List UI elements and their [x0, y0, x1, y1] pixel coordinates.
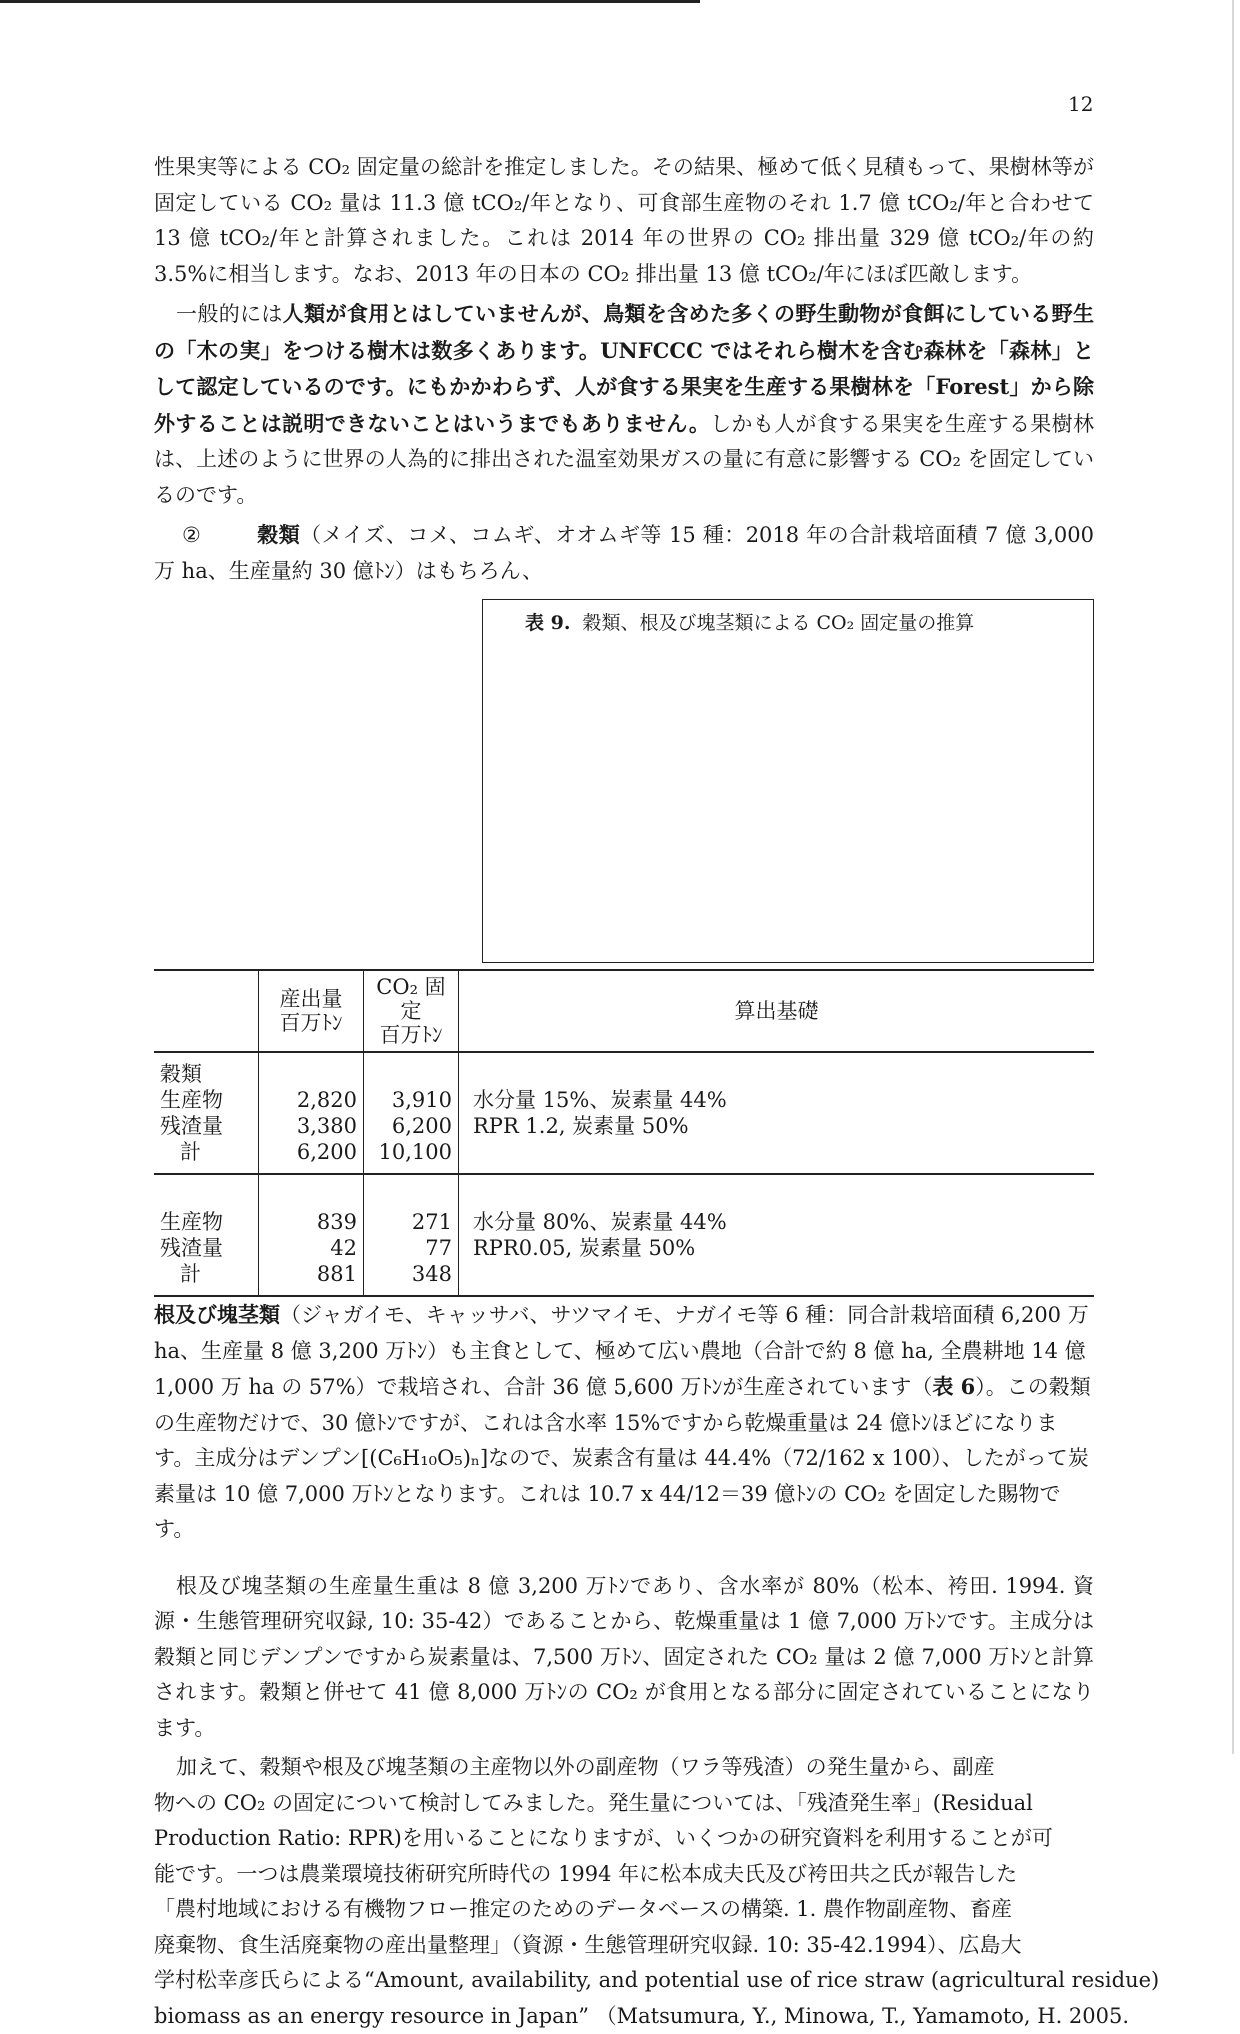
- paragraph-5-line-7: 学村松幸彦氏らによる“Amount, availability, and potential use of rice straw (agricultural residue): [154, 1963, 1094, 1999]
- row-labels: 生産物 残渣量 計: [154, 1174, 259, 1296]
- header-co2: CO₂ 固 定 百万ﾄﾝ: [364, 970, 459, 1052]
- header-output: 産出量 百万ﾄﾝ: [259, 970, 364, 1052]
- row-labels: 穀類 生産物 残渣量 計: [154, 1052, 259, 1174]
- section-number: ②: [182, 523, 201, 547]
- paragraph-3-text-b: （ジャガイモ、キャッサバ、サツマイモ、ナガイモ等 6 種：同合計栽培面積 6,200 万 ha、生産量 8 億 3,200 万ﾄﾝ）も主食として、極めて広い農地（合計で約 8 億 ha, 全農耕地 14 億 1,000 万 ha の 57%）で栽培され、合計 36 億 5,600 万ﾄﾝが生産されています（: [154, 1303, 1089, 1399]
- basis-values: 水分量 80%、炭素量 44% RPR0.05, 炭素量 50%: [459, 1174, 1095, 1296]
- paragraph-3-bold-cereals: 穀類: [257, 522, 300, 547]
- cereal-section: [154, 517, 1094, 1548]
- paragraph-5-line-8: biomass as an energy resource in Japan” （Matsumura, Y., Minowa, T., Yamamoto, H. 2005.: [154, 1999, 1094, 2034]
- header-basis: 算出基礎: [459, 970, 1095, 1052]
- table-9: [482, 599, 1094, 963]
- paragraph-2-text-a: 一般的には: [176, 302, 283, 326]
- co2-values: 3,910 6,200 10,100: [364, 1052, 459, 1174]
- paragraph-5-line-3: Production Ratio: RPR)を用いることになりますが、いくつかの研究資料を利用することが可: [154, 1821, 1094, 1857]
- paragraph-3-text-c: ）。この穀類の生産物だけで、30 億ﾄﾝですが、これは含水率 15%ですから乾燥重量は 24 億ﾄﾝほどになります。主成分はデンプン[(C₆H₁₀O₅)ₙ]なので、炭素含有量は 44.4%（72/162 x 100）、したがって炭素量は 10 億 7,000 万ﾄﾝとなります。これは 10.7 x 44/12＝39 億ﾄﾝの CO₂ を固定した賜物です。: [154, 1375, 1091, 1541]
- paragraph-5-line-5: 「農村地域における有機物フロー推定のためのデータベースの構築. 1. 農作物副産物、畜産: [154, 1892, 1094, 1928]
- paragraph-3-first-line: [154, 517, 1094, 589]
- body-text: [154, 150, 1094, 2034]
- paragraph-4: 根及び塊茎類の生産量生重は 8 億 3,200 万ﾄﾝであり、含水率が 80%（松本、袴田. 1994. 資源・生態管理研究収録, 10: 35-42）であることから、乾燥重量は 1 億 7,000 万ﾄﾝです。主成分は穀類と同じデンプンですから炭素量は、7,500 万ﾄﾝ、固定された CO₂ 量は 2 億 7,000 万ﾄﾝと計算されます。穀類と併せて 41 億 8,000 万ﾄﾝの CO₂ が食用となる部分に固定されていることになります。: [154, 1569, 1094, 1747]
- table-number: 表 9.: [525, 612, 570, 634]
- paragraph-2: [154, 296, 1094, 513]
- page-number: 12: [1068, 92, 1093, 116]
- paragraph-3-bold-table-ref: 表 6: [932, 1374, 975, 1399]
- paragraph-5-line-2: 物への CO₂ の固定について検討してみました。発生量については、「残渣発生率」(Residual: [154, 1786, 1094, 1822]
- paragraph-5-line-4: 能です。一つは農業環境技術研究所時代の 1994 年に松本成夫氏及び袴田共之氏が報告した: [154, 1857, 1094, 1893]
- paragraph-3-bold-roots: 根及び塊茎類: [154, 1302, 280, 1327]
- output-values: 2,820 3,380 6,200: [259, 1052, 364, 1174]
- header-blank: [154, 970, 259, 1052]
- table-caption: [497, 610, 1079, 640]
- paragraph-5: [154, 1750, 1094, 2034]
- paragraph-2-bold: 人類が食用とはしていませんが、鳥類を含めた多くの野生動物が食餌にしている野生の「木の実」をつける樹木は数多くあります。UNFCCC ではそれら樹木を含む森林を「森林」として認定しているのです。にもかかわらず、人が食する果実を生産する果樹林を「Forest」から除外することは説明できないことはいうまでもありません。: [154, 301, 1094, 436]
- paragraph-2-text-b: しかも人が食する果実を生産する果樹林は、上述のように世界の人為的に排出された温室効果ガスの量に有意に影響する CO₂ を固定しているのです。: [154, 412, 1094, 507]
- table-header-row: [154, 970, 1094, 1052]
- paragraph-5-line-6: 廃棄物、食生活廃棄物の産出量整理」（資源・生態管理研究収録. 10: 35-42.1994）、広島大: [154, 1928, 1094, 1964]
- table-group-cereals: [154, 1052, 1094, 1174]
- table-9-grid: [154, 969, 1094, 1297]
- top-border-line: [0, 0, 700, 3]
- table-title: 穀類、根及び塊茎類による CO₂ 固定量の推算: [582, 612, 974, 634]
- paragraph-5-line-1: 加えて、穀類や根及び塊茎類の主産物以外の副産物（ワラ等残渣）の発生量から、副産: [154, 1750, 1094, 1786]
- page-edge: [1232, 0, 1234, 1754]
- basis-values: 水分量 15%、炭素量 44% RPR 1.2, 炭素量 50%: [459, 1052, 1095, 1174]
- co2-values: 271 77 348: [364, 1174, 459, 1296]
- output-values: 839 42 881: [259, 1174, 364, 1296]
- table-group-roots: [154, 1174, 1094, 1296]
- paragraph-1: 性果実等による CO₂ 固定量の総計を推定しました。その結果、極めて低く見積もって、果樹林等が固定している CO₂ 量は 11.3 億 tCO₂/年となり、可食部生産物のそれ 1.7 億 tCO₂/年と合わせて 13 億 tCO₂/年と計算されました。これは 2014 年の世界の CO₂ 排出量 329 億 tCO₂/年の約 3.5%に相当します。なお、2013 年の日本の CO₂ 排出量 13 億 tCO₂/年にほぼ匹敵します。: [154, 150, 1094, 292]
- paragraph-3-text-a: （メイズ、コメ、コムギ、オオムギ等 15 種：2018 年の合計栽培面積 7 億 3,000 万 ha、生産量約 30 億ﾄﾝ）はもちろん、: [154, 523, 1094, 583]
